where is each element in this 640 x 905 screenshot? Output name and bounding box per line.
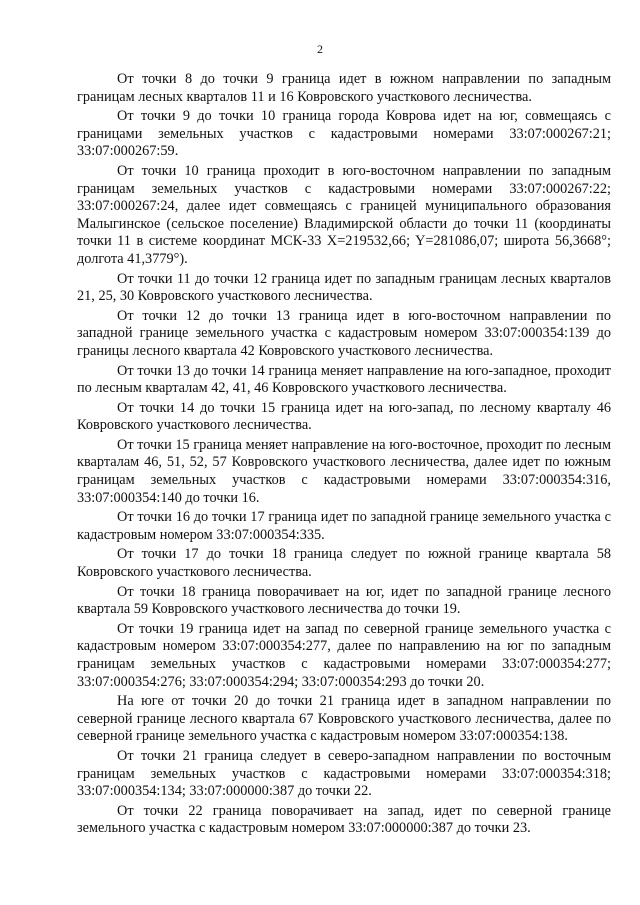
paragraph-12: От точки 19 граница идет на запад по северной границе земельного участка с кадастровым номером 33:07:000354:277, далее по направлению на юг по западным границам земельных участков с кадастровыми номерами 33:07:000354:277; 33:07:000354:276; 33:07:000354:294; 33:07:000354:293 до точки 20. (77, 620, 611, 690)
page-number: 2 (317, 42, 323, 56)
paragraph-5: От точки 12 до точки 13 граница идет в юго-восточном направлении по западной границе земельного участка с кадастровым номером 33:07:000354:139 до границы лесного квартала 42 Ковровского участкового лесничества. (77, 307, 611, 359)
paragraph-10: От точки 17 до точки 18 граница следует по южной границе квартала 58 Ковровского участкового лесничества. (77, 546, 611, 581)
paragraph-11: От точки 18 граница поворачивает на юг, идет по западной границе лесного квартала 59 Ковровского участкового лесничества до точки 19. (77, 583, 611, 618)
paragraph-14: От точки 21 граница следует в северо-западном направлении по восточным границам земельных участков с кадастровыми номерами 33:07:000354:318; 33:07:000354:134; 33:07:000000:387 до точки 22. (77, 747, 611, 800)
paragraph-13: На юге от точки 20 до точки 21 граница идет в западном направлении по северной границе лесного квартала 67 Ковровского участкового лесничества, далее по северной границе земельного участка с кадастровым номером 33:07:000354:138. (77, 693, 611, 745)
paragraph-15: От точки 22 граница поворачивает на запад, идет по северной границе земельного участка с кадастровым номером 33:07:000000:387 до точки 23. (77, 802, 611, 837)
paragraph-2: От точки 9 до точки 10 граница города Коврова идет на юг, совмещаясь с границами земельных участков с кадастровыми номерами 33:07:000267:21; 33:07:000267:59. (77, 108, 611, 160)
paragraph-7: От точки 14 до точки 15 граница идет на юго-запад, по лесному кварталу 46 Ковровского участкового лесничества. (77, 399, 611, 434)
paragraph-9: От точки 16 до точки 17 граница идет по западной границе земельного участка с кадастровым номером 33:07:000354:335. (77, 509, 611, 543)
paragraph-1: От точки 8 до точки 9 граница идет в южном направлении по западным границам лесных кварталов 11 и 16 Ковровского участкового лесничества. (77, 71, 611, 105)
paragraph-6: От точки 13 до точки 14 граница меняет направление на юго-западное, проходит по лесным кварталам 42, 41, 46 Ковровского участкового лесничества. (77, 362, 611, 397)
paragraph-3: От точки 10 граница проходит в юго-восточном направлении по западным границам земельных участков с кадастровыми номерами 33:07:000267:22; 33:07:000267:24, далее идет совмещаясь с границей муниципального образования Малыгинское (сельское поселение) Владимирской области до точки 11 (координаты точки 11 в системе координат МСК-33 X=219532,66; Y=281086,07; широта 56,3668°; долгота 41,3779°). (77, 162, 611, 267)
paragraph-8: От точки 15 граница меняет направление на юго-восточное, проходит по лесным кварталам 46, 51, 52, 57 Ковровского участкового лесничества, далее идет по южным границам земельных участков с кадастровыми номерами 33:07:000354:316, 33:07:000354:140 до точки 16. (77, 436, 611, 506)
paragraph-4: От точки 11 до точки 12 граница идет по западным границам лесных кварталов 21, 25, 30 Ковровского участкового лесничества. (77, 270, 611, 305)
document-body (77, 71, 611, 840)
